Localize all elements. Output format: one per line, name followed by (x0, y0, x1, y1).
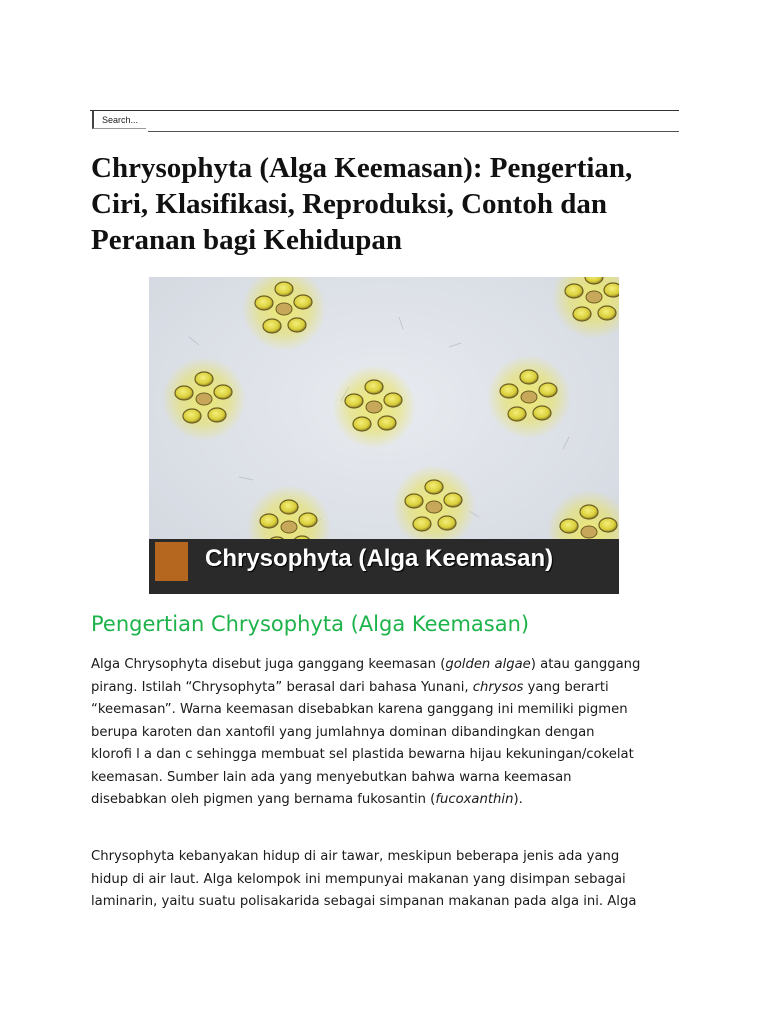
page-title: Chrysophyta (Alga Keemasan): Pengertian, Ciri, Klasifikasi, Reproduksi, Contoh dan Peranan bagi Kehidupan (91, 152, 633, 256)
paragraph-line: Alga Chrysophyta disebut juga ganggang keemasan (golden algae) atau ganggang (91, 657, 641, 672)
paragraph-line: disebabkan oleh pigmen yang bernama fukosantin (fucoxanthin). (91, 792, 523, 807)
article-hero-image (149, 277, 619, 594)
paragraph-line: keemasan. Sumber lain ada yang menyebutkan bahwa warna keemasan (91, 769, 572, 785)
paragraph-line: hidup di air laut. Alga kelompok ini mempunyai makanan yang disimpan sebagai (91, 871, 626, 887)
search-bar-top-rule (90, 110, 679, 111)
image-caption: Chrysophyta (Alga Keemasan) (205, 545, 554, 572)
paragraph-definition (91, 654, 691, 812)
paragraph-habitat (91, 846, 691, 914)
paragraph-line: klorofi l a dan c sehingga membuat sel plastida bewarna hijau kekuningan/cokelat (91, 747, 634, 762)
caption-accent-block (155, 542, 188, 581)
paragraph-line: “keemasan”. Warna keemasan disebabkan karena ganggang ini memiliki pigmen (91, 702, 628, 717)
paragraph-line: berupa karoten dan xantofil yang jumlahnya dominan dibandingkan dengan (91, 724, 595, 740)
paragraph-line: pirang. Istilah “Chrysophyta” berasal dari bahasa Yunani, chrysos yang berarti (91, 679, 609, 695)
section-heading: Pengertian Chrysophyta (Alga Keemasan) (91, 612, 530, 636)
search-input[interactable]: Search... (92, 111, 146, 129)
search-bar (90, 110, 679, 132)
paragraph-line: Chrysophyta kebanyakan hidup di air tawar, meskipun beberapa jenis ada yang (91, 849, 620, 864)
search-bar-bottom-rule (148, 131, 679, 132)
paragraph-line: laminarin, yaitu suatu polisakarida sebagai simpanan makanan pada alga ini. Alga (91, 894, 637, 909)
